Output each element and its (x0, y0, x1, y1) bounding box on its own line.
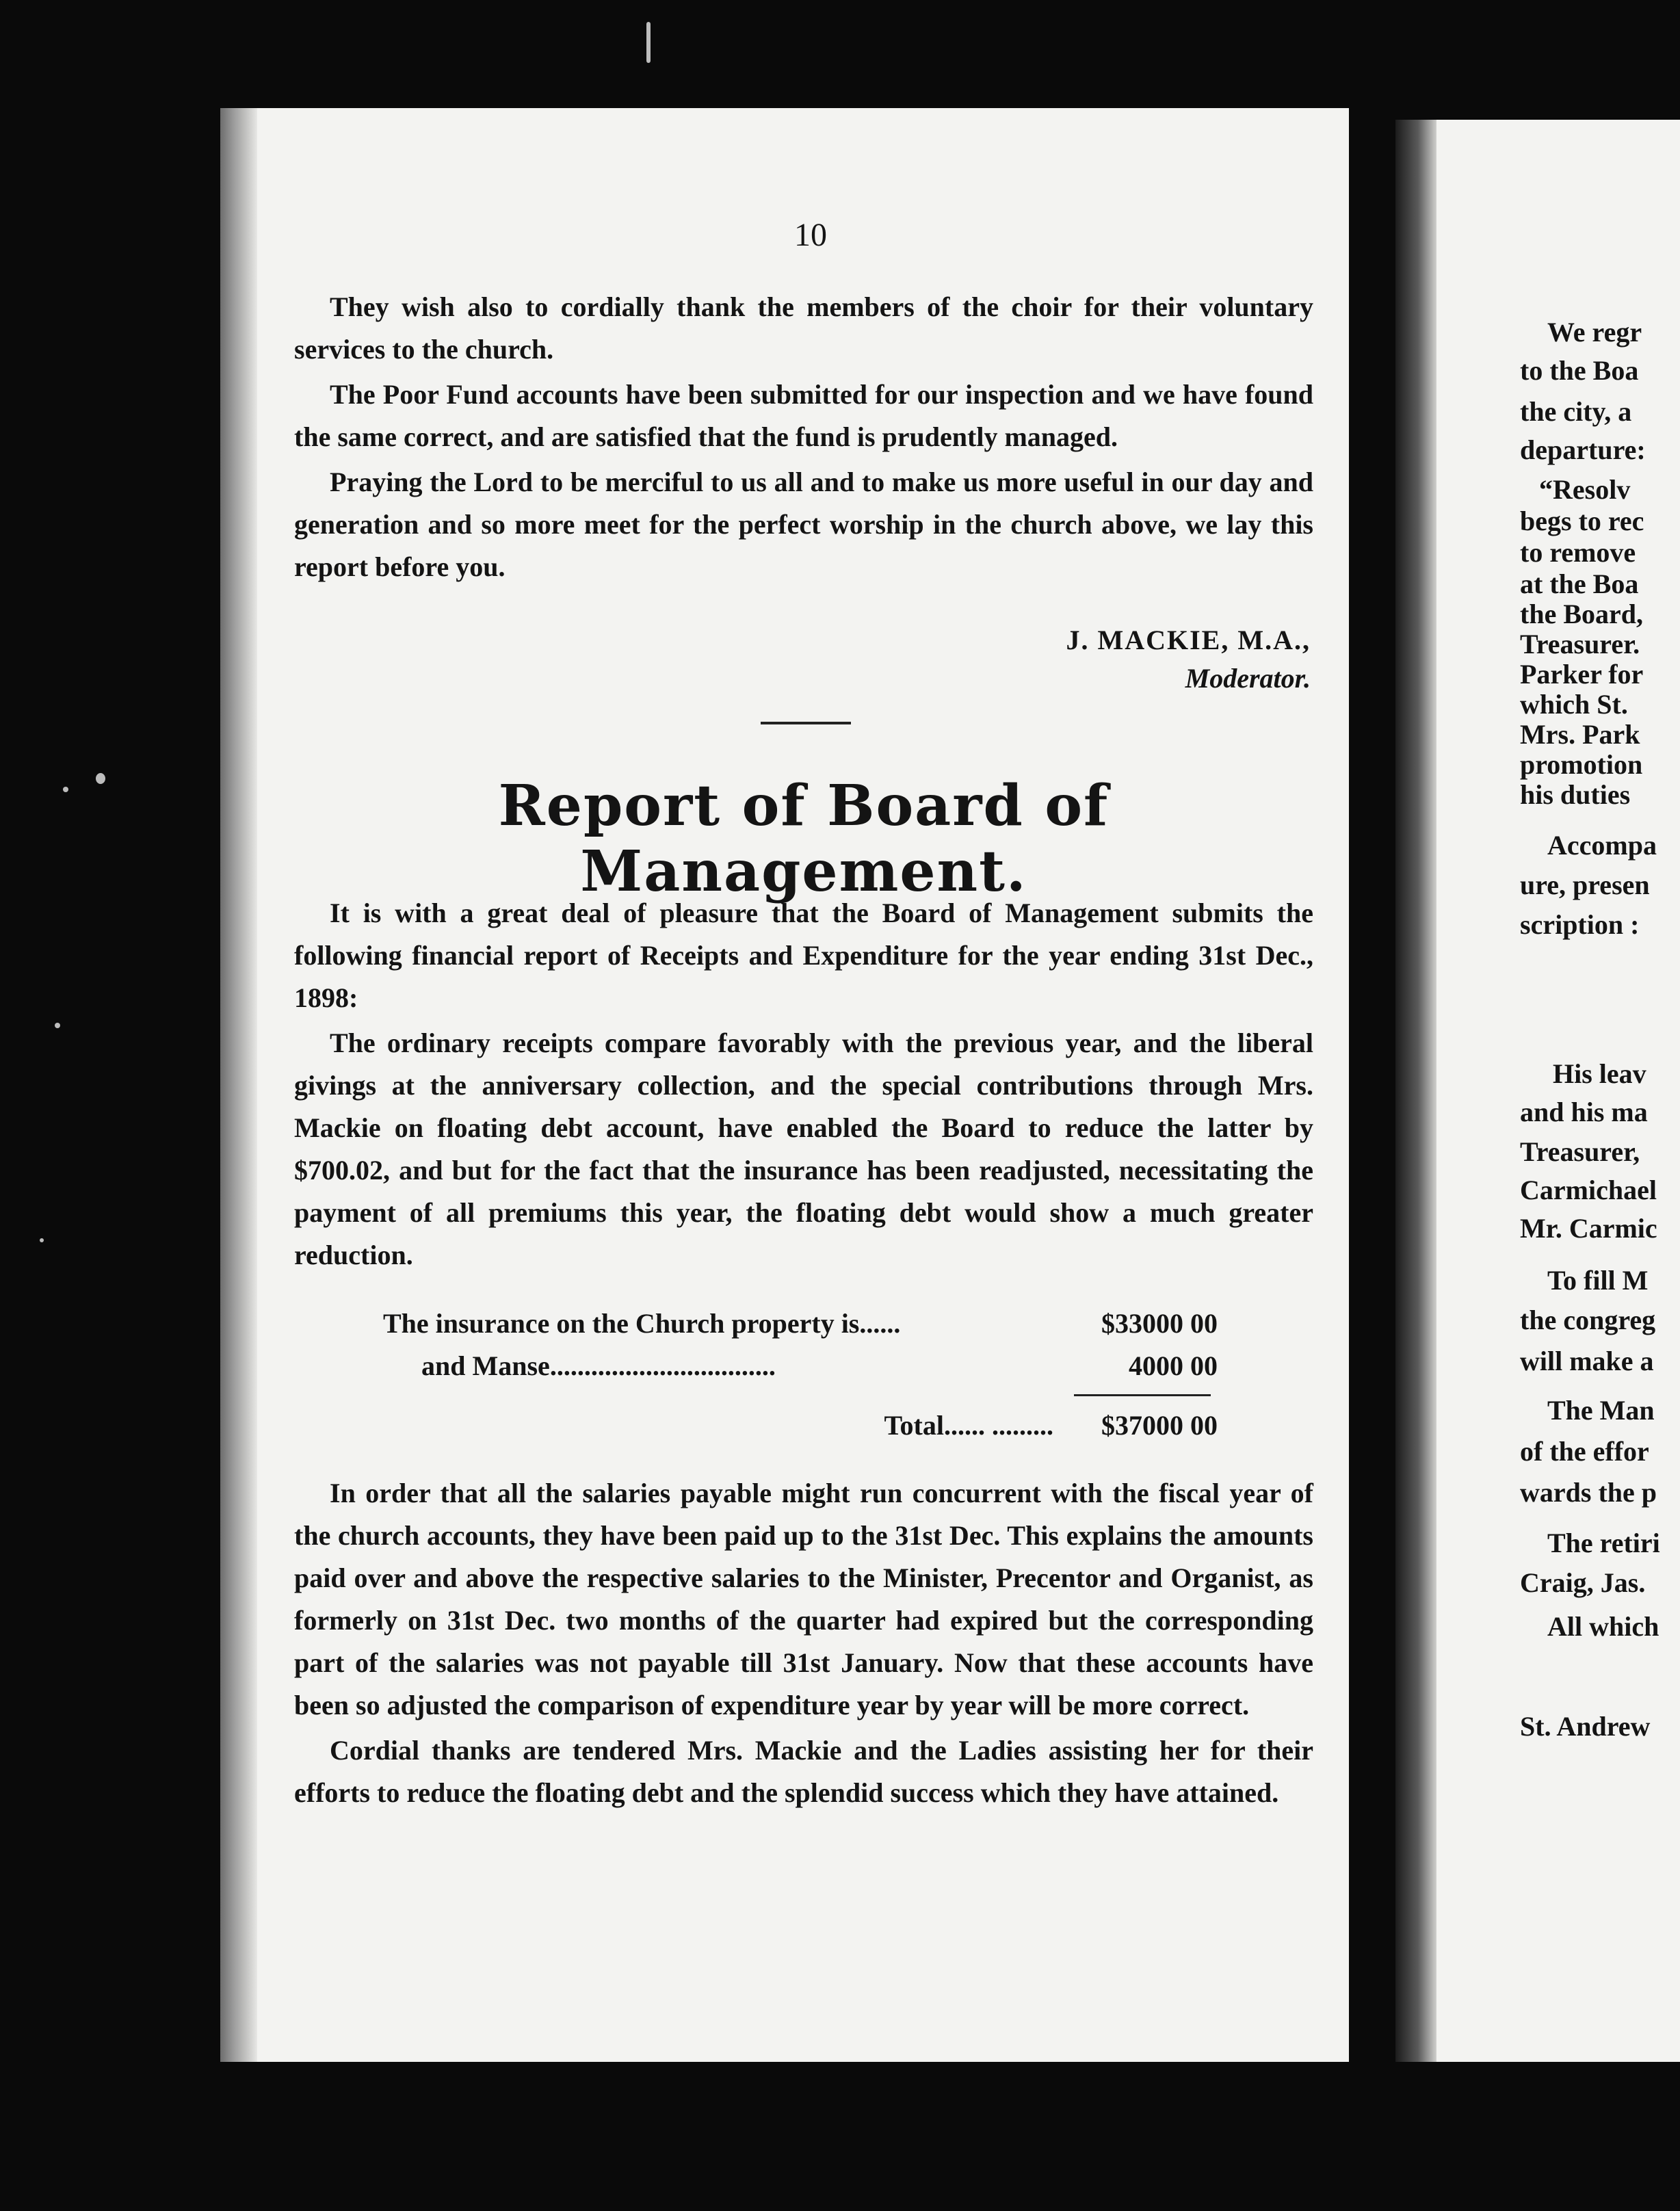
right-page-line: the congreg (1520, 1305, 1656, 1335)
right-page-line: The Man (1547, 1395, 1655, 1426)
paragraph: Cordial thanks are tendered Mrs. Mackie and the Ladies assisting her for their efforts to reduce the floating debt and the splendid success which they have attained. (294, 1735, 1313, 1808)
right-page-line: and his ma (1520, 1097, 1648, 1127)
closing-text (294, 1472, 1313, 1817)
right-page-line: the Board, (1520, 599, 1643, 629)
right-page-line: begs to rec (1520, 506, 1644, 536)
right-page-line: at the Boa (1520, 568, 1639, 599)
insurance-amount: 4000 00 (1129, 1350, 1218, 1381)
right-page-line: His leav (1553, 1058, 1646, 1089)
right-page-line: Treasurer. (1520, 629, 1640, 659)
right-page-line: “Resolv (1539, 474, 1631, 505)
insurance-table (383, 1303, 1218, 1447)
right-page-line: Parker for (1520, 659, 1644, 690)
signature-title: Moderator. (1185, 663, 1311, 694)
insurance-total-row (383, 1404, 1218, 1447)
right-page-line: ure, presen (1520, 869, 1650, 900)
right-page-line: All which (1547, 1611, 1659, 1642)
right-page-line: promotion (1520, 749, 1643, 780)
paragraph: Praying the Lord to be merciful to us all and to make us more useful in our day and generation and so more meet for the perfect worship in the church above, we lay this report before you. (294, 467, 1313, 582)
right-page-line: will make a (1520, 1346, 1654, 1376)
paragraph: The ordinary receipts compare favorably with the previous year, and the liberal givings at the anniversary collection, and the special contributions through Mrs. Mackie on floating debt account, have enabled the Board to reduce the latter by $700.02, and but for the fact that the insurance has been readjusted, necessitating the payment of all premiums this year, the floating debt would show a much greater reduction. (294, 1028, 1313, 1270)
insurance-label: The insurance on the Church property is...... (383, 1308, 901, 1339)
right-page-line: St. Andrew (1520, 1711, 1651, 1742)
right-page-line: which St. (1520, 689, 1628, 720)
insurance-amount: $33000 00 (1101, 1308, 1218, 1339)
right-page-line: We regr (1547, 317, 1642, 348)
total-rule (1074, 1394, 1211, 1396)
right-page-line: scription : (1520, 909, 1640, 940)
insurance-row (383, 1345, 1218, 1387)
book-gutter (1395, 120, 1436, 2062)
total-amount: $37000 00 (1101, 1410, 1218, 1441)
section-heading: Report of Board of Management. (498, 773, 1110, 904)
paragraph: They wish also to cordially thank the members of the choir for their voluntary services to the church. (294, 291, 1313, 365)
paragraph: It is with a great deal of pleasure that the Board of Management submits the following financial report of Receipts and Expenditure for the year ending 31st Dec., 1898: (294, 898, 1313, 1013)
page-number: 10 (794, 217, 827, 253)
right-page-line: Mrs. Park (1520, 719, 1640, 750)
right-page-line: to remove (1520, 537, 1636, 568)
right-page-line: To fill M (1547, 1265, 1649, 1296)
right-page-line: to the Boa (1520, 355, 1639, 386)
section-divider (761, 722, 851, 724)
right-page-line: Accompa (1547, 830, 1657, 861)
right-page-line: his duties (1520, 779, 1631, 810)
right-page-line: Craig, Jas. (1520, 1567, 1646, 1598)
right-page-line: the city, a (1520, 396, 1632, 427)
right-page-line: departure: (1520, 434, 1646, 465)
right-page-line: wards the p (1520, 1477, 1657, 1508)
right-page-line: Carmichael (1520, 1175, 1657, 1205)
signature-name: J. MACKIE, M.A., (1066, 625, 1311, 655)
right-page-line: Treasurer, (1520, 1136, 1640, 1167)
right-page-line: of the effor (1520, 1436, 1649, 1467)
paragraph: The Poor Fund accounts have been submitted for our inspection and we have found the same correct, and are satisfied that the fund is prudently managed. (294, 379, 1313, 452)
intro-text (294, 286, 1313, 591)
insurance-row (383, 1303, 1218, 1345)
right-page-line: The retiri (1547, 1528, 1660, 1558)
report-body (294, 892, 1313, 1279)
insurance-label: and Manse................................. (421, 1350, 776, 1381)
paragraph: In order that all the salaries payable might run concurrent with the fiscal year of the church accounts, they have been paid up to the 31st Dec. This explains the amounts paid over and above the respective salaries to the Minister, Precentor and Organist, as formerly on 31st Dec. two months of the quarter had expired but the corresponding part of the salaries was not payable till 31st January. Now that these accounts have been so adjusted the comparison of expenditure year by year will be more correct. (294, 1478, 1313, 1721)
right-page-text (1520, 0, 1680, 2211)
left-page-edge (220, 108, 257, 2062)
right-page-line: Mr. Carmic (1520, 1213, 1657, 1244)
total-label: Total...... ......... (884, 1410, 1053, 1441)
